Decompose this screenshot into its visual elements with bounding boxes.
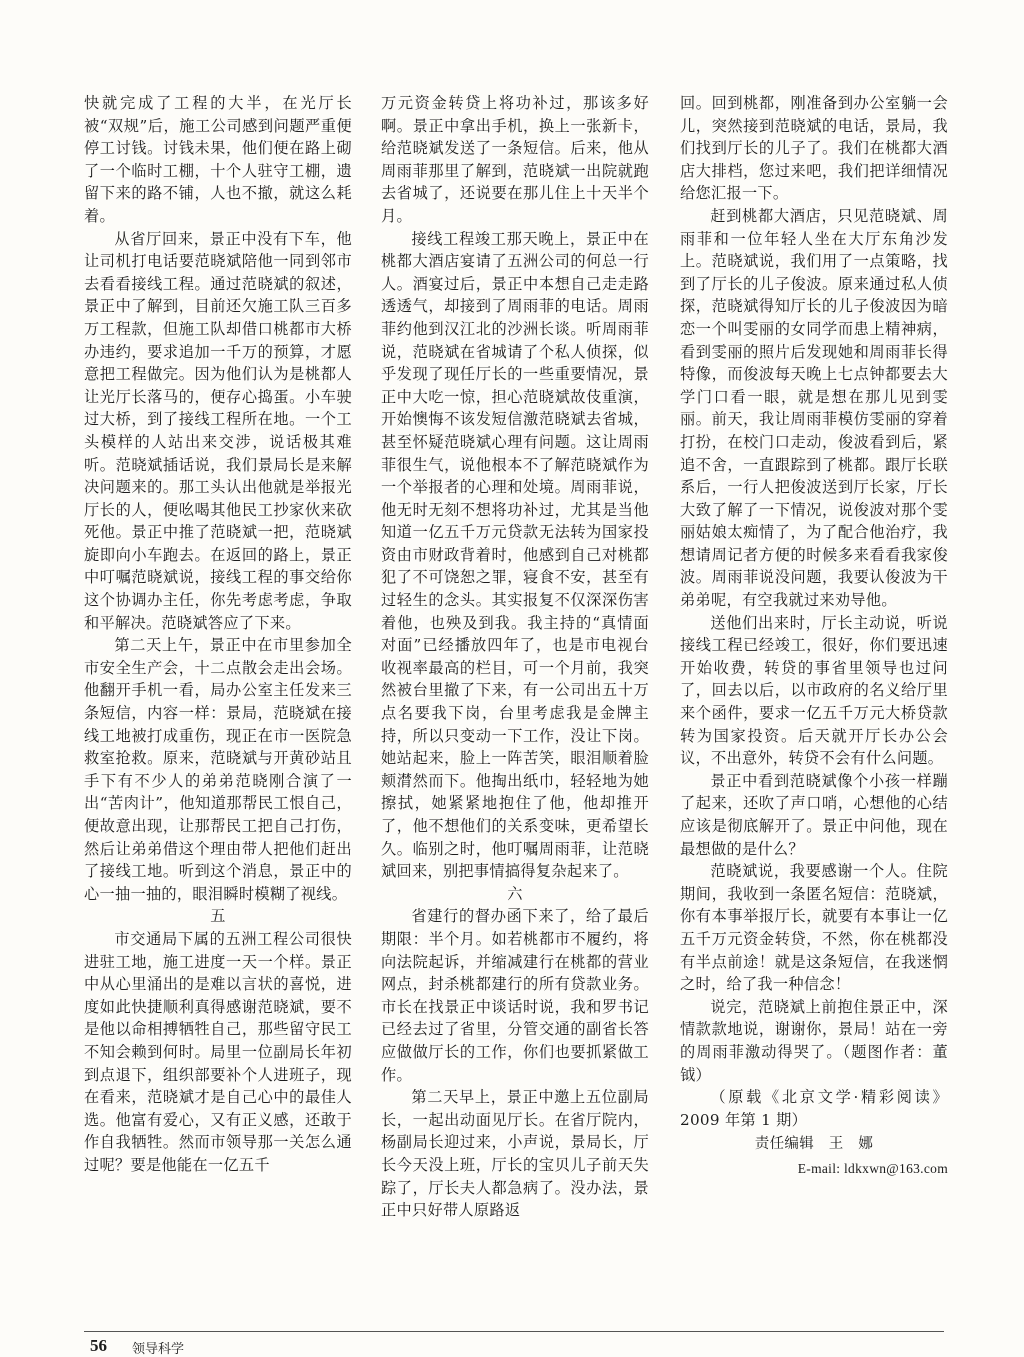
section-heading: 六 <box>507 884 523 903</box>
text-column-right <box>680 92 964 1181</box>
paragraph: 接线工程竣工那天晚上，景正中在桃都大酒店宴请了五洲公司的何总一行人。酒宴过后，景正中本想自己走走路透透气，却接到了周雨菲的电话。周雨菲约他到汉江北的沙洲长谈。听周雨菲说，范晓斌在省城请了个私人侦探，似乎发现了现任厅长的一些重要情况，景正中大吃一惊，担心范晓斌故伎重演，开始懊悔不该发短信激范晓斌去省城，甚至怀疑范晓斌心理有问题。这让周雨菲很生气，说他根本不了解范晓斌作为一个举报者的心理和处境。周雨菲说，他无时无刻不想将功补过，尤其是当他知道一亿五千万元贷款无法转为国家投资由市财政背着时，他感到自己对桃都犯了不可饶恕之罪，寝食不安，甚至有过轻生的念头。其实报复不仅深深伤害着他，也殃及到我。我主持的“真情面对面”已经播放四年了，也是市电视台收视率最高的栏目，可一个月前，我突然被台里撤了下来，有一公司出五十万点名要我下岗，台里考虑我是金牌主持，所以只变动一下工作，没让下岗。她站起来，脸上一阵苦笑，眼泪顺着脸颊潸然而下。他掏出纸巾，轻轻地为她擦拭，她紧紧地抱住了他，他却推开了，他不想他们的关系变味，更希望长久。临别之时，他叮嘱周雨菲，让范晓斌回来，别把事情搞得复杂起来了。 <box>381 229 649 881</box>
footer-divider <box>84 1331 944 1332</box>
text-column-left <box>84 92 352 1177</box>
paragraph: 省建行的督办函下来了，给了最后期限：半个月。如若桃都市不履约，将向法院起诉，并缩减建行在桃都的营业网点，封杀桃都建行的所有贷款业务。市长在找景正中谈话时说，我和罗书记已经去过了省里，分管交通的副省长答应做做厅长的工作，你们也要抓紧做工作。 <box>381 907 649 1084</box>
magazine-name: 领导科学 <box>132 1342 185 1357</box>
editor-credit: 责任编辑 王 娜 <box>754 1136 874 1153</box>
paragraph: 第二天上午，景正中在市里参加全市安全生产会，十二点散会走出会场。他翻开手机一看，局办公室主任发来三条短信，内容一样：景局，范晓斌在接线工地被打成重伤，现正在市一医院急救室抢救。原来，范晓斌与开黄砂站且手下有不少人的弟弟范晓刚合演了一出“苦肉计”，他知道那帮民工恨自己，便故意出现，让那帮民工把自己打伤，然后让弟弟借这个理由带人把他们赶出了接线工地。听到这个消息，景正中的心一抽一抽的，眼泪瞬时模糊了视线。 <box>84 636 352 903</box>
section-heading: 五 <box>210 907 226 926</box>
source-note: （原载《北京文学·精彩阅读》2009 年第 1 期） <box>680 1088 948 1129</box>
editor-email: E-mail: ldkxwn@163.com <box>797 1160 948 1176</box>
paragraph: 赶到桃都大酒店，只见范晓斌、周雨菲和一位年轻人坐在大厅东角沙发上。范晓斌说，我们用了一点策略，找到了厅长的儿子俊波。原来通过私人侦探，范晓斌得知厅长的儿子俊波因为暗恋一个叫雯丽的女同学而患上精神病，看到雯丽的照片后发现她和周雨菲长得特像，而俊波每天晚上七点钟都要去大学门口看一眼，就是想在那儿见到雯丽。前天，我让周雨菲模仿雯丽的穿着打扮，在校门口走动，俊波看到后，紧追不舍，一直跟踪到了桃都。跟厅长联系后，一行人把俊波送到厅长家，厅长大致了解了一下情况，说俊波对那个雯丽姑娘太痴情了，为了配合他治疗，我想请周记者方便的时候多来看看我家俊波。周雨菲说没问题，我要认俊波为干弟弟呢，有空我就过来劝导他。 <box>680 206 948 610</box>
paragraph: 万元资金转贷上将功补过，那该多好啊。景正中拿出手机，换上一张新卡，给范晓斌发送了一条短信。后来，他从周雨菲那里了解到，范晓斌一出院就跑去省城了，还说要在那儿住上十天半个月。 <box>381 94 649 225</box>
paragraph: 从省厅回来，景正中没有下车，他让司机打电话要范晓斌陪他一同到邻市去看看接线工程。通过范晓斌的叙述，景正中了解到，目前还欠施工队三百多万工程款，但施工队却借口桃都市大桥办违约，要求追加一千万的预算，才愿意把工程做完。因为他们认为是桃都人让光厅长落马的，便存心捣蛋。小车驶过大桥，到了接线工程所在地。一个工头模样的人站出来交涉，说话极其难听。范晓斌插话说，我们景局长是来解决问题来的。那工头认出他就是举报光厅长的人，便吆喝其他民工抄家伙来砍死他。景正中推了范晓斌一把，范晓斌旋即向小车跑去。在返回的路上，景正中叮嘱范晓斌说，接线工程的事交给你这个协调办主任，你先考虑考虑，争取和平解决。范晓斌答应了下来。 <box>84 229 352 632</box>
paragraph: 回。回到桃都，刚准备到办公室躺一会儿，突然接到范晓斌的电话，景局，我们找到厅长的儿子了。我们在桃都大酒店大排档，您过来吧，我们把详细情况给您汇报一下。 <box>680 94 948 203</box>
page-number: 56 <box>90 1336 107 1355</box>
paragraph: 第二天早上，景正中邀上五位副局长，一起出动面见厅长。在省厅院内，杨副局长迎过来，小声说，景局长，厅长今天没上班，厅长的宝贝儿子前天失踪了，厅长夫人都急病了。没办法，景正中只好带人原路返 <box>381 1088 649 1220</box>
paragraph: 范晓斌说，我要感谢一个人。住院期间，我收到一条匿名短信：范晓斌，你有本事举报厅长，就要有本事让一亿五千万元资金转贷，不然，你在桃都没有半点前途！就是这条短信，在我迷惘之时，给了我一种信念！ <box>680 862 948 994</box>
paragraph: 快就完成了工程的大半，在光厅长被“双规”后，施工公司感到问题严重便停工讨钱。讨钱未果，他们便在路上砌了一个临时工棚，十个人驻守工棚，遗留下来的路不铺，人也不撤，就这么耗着。 <box>84 94 352 225</box>
paragraph: 说完，范晓斌上前抱住景正中，深情款款地说，谢谢你，景局！站在一旁的周雨菲激动得哭了。（题图作者：董 钺） <box>680 997 964 1084</box>
paragraph: 送他们出来时，厅长主动说，听说接线工程已经竣工，很好，你们要迅速开始收费，转贷的事省里领导也过问了，回去以后，以市政府的名义给厅里来个函件，要求一亿五千万元大桥贷款转为国家投资。后天就开厅长办公会议，不出意外，转贷不会有什么问题。 <box>680 613 948 768</box>
paragraph: 景正中看到范晓斌像个小孩一样蹦了起来，还吹了声口哨，心想他的心结应该是彻底解开了。景正中问他，现在最想做的是什么？ <box>680 771 948 858</box>
text-column-middle <box>381 92 649 1222</box>
paragraph: 市交通局下属的五洲工程公司很快进驻工地，施工进度一天一个样。景正中从心里涌出的是难以言状的喜悦，进度如此快捷顺利真得感谢范晓斌，要不是他以命相搏牺牲自己，那些留守民工不知会赖到何时。局里一位副局长年初到点退下，组织部要补个人进班子，现在看来，范晓斌才是自己心中的最佳人选。他富有爱心，又有正义感，还敢于作自我牺牲。然而市领导那一关怎么通过呢？要是他能在一亿五千 <box>84 929 352 1174</box>
